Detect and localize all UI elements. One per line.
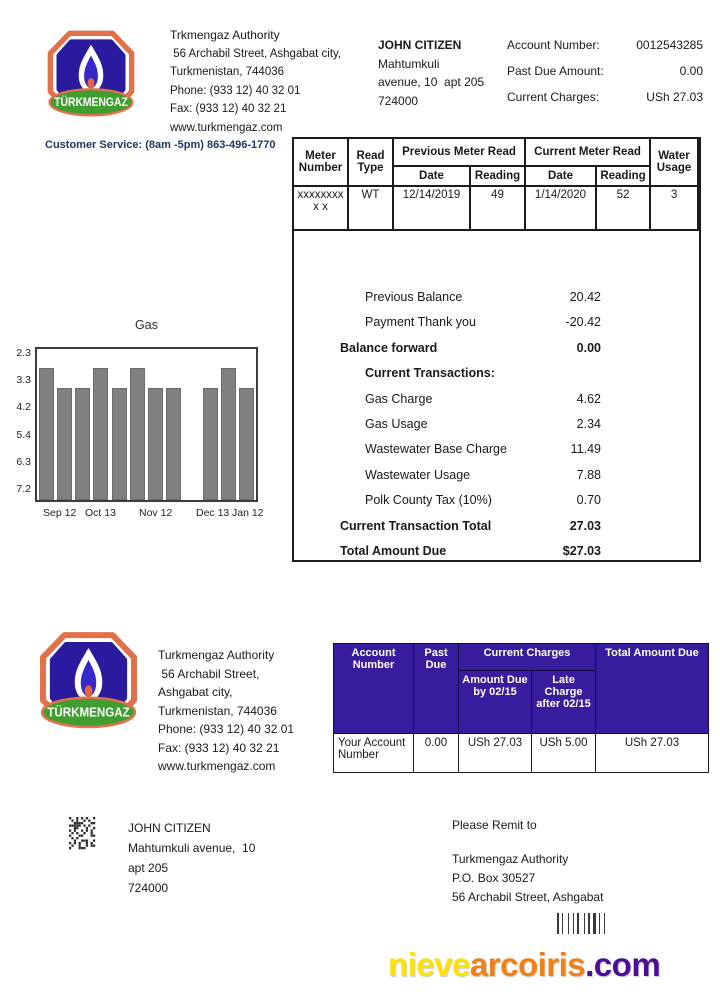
recipient-postcode: 724000 xyxy=(378,93,419,108)
transactions-list xyxy=(294,290,699,569)
y-axis-tick: 5.4 xyxy=(16,429,31,441)
transaction-amount: 0.00 xyxy=(576,340,601,355)
company-address-block xyxy=(170,26,341,137)
x-axis-tick: Nov 12 xyxy=(139,507,173,519)
recipient-address-block xyxy=(378,36,484,110)
transaction-label: Current Transaction Total xyxy=(340,518,492,533)
chart-bar-slot xyxy=(220,349,238,500)
customer-service-line: Customer Service: (8am -5pm) 863-496-1770 xyxy=(45,139,276,151)
watermark-arcoiris: arcoiris xyxy=(469,946,586,983)
gas-usage-bar xyxy=(239,388,254,500)
chart-bar-slot xyxy=(110,349,128,500)
chart-bar-slot xyxy=(74,349,92,500)
gas-usage-bar xyxy=(148,388,163,500)
gas-usage-bar xyxy=(166,388,181,500)
remit-po-box: P.O. Box 30527 xyxy=(452,871,536,885)
remittance-summary-table xyxy=(333,643,709,773)
company-phone: Phone: (933 12) 40 32 01 xyxy=(158,722,295,736)
x-axis-tick: Oct 13 xyxy=(85,507,116,519)
chart-bar-slot xyxy=(37,349,55,500)
recipient-address-line: apt 205 xyxy=(128,861,169,875)
transaction-label: Polk County Tax (10%) xyxy=(365,493,492,508)
watermark xyxy=(388,946,660,984)
account-number-cell: Your Account Number xyxy=(334,734,414,773)
transaction-amount: 27.03 xyxy=(569,518,601,533)
company-website: www.turkmengaz.com xyxy=(170,121,283,134)
col-amount-due-by: Amount Due by 02/15 xyxy=(459,671,532,734)
transaction-section-label: Current Transactions: xyxy=(365,366,495,381)
company-address-line: 56 Archabil Street, Ashgabat city, xyxy=(170,47,342,60)
company-fax: Fax: (933 12) 40 32 21 xyxy=(158,740,280,755)
curr-reading-cell: 52 xyxy=(596,186,650,230)
recipient-address-line: Mahtumkuli xyxy=(378,56,440,71)
remittance-row xyxy=(334,734,709,773)
qr-code xyxy=(69,817,96,850)
total-amount-due-row xyxy=(294,544,699,569)
mailing-recipient-block xyxy=(128,818,255,898)
transaction-label: Wastewater Base Charge xyxy=(365,442,507,457)
logo-banner-text: TÜRKMENGAZ xyxy=(47,704,130,720)
recipient-postcode: 724000 xyxy=(128,881,169,895)
transaction-label: Previous Balance xyxy=(365,290,463,304)
gas-usage-bar xyxy=(75,388,90,500)
transaction-amount: 20.42 xyxy=(569,290,601,304)
col-curr-reading: Reading xyxy=(596,166,650,186)
account-number-value: 0012543285 xyxy=(636,38,703,52)
transaction-row xyxy=(294,290,699,315)
recipient-name: JOHN CITIZEN xyxy=(128,821,211,835)
x-axis-tick: Dec 13 xyxy=(196,507,230,519)
gas-usage-bar xyxy=(39,368,54,500)
col-previous-meter-read: Previous Meter Read xyxy=(393,138,525,166)
chart-bar-slot xyxy=(92,349,110,500)
recipient-address-line: avenue, 10 apt 205 xyxy=(378,75,485,89)
remit-street: 56 Archabil Street, Ashgabat xyxy=(452,890,604,904)
col-account-number: Account Number xyxy=(334,644,414,734)
gas-usage-bar xyxy=(203,388,218,500)
col-read-type: Read Type xyxy=(348,138,393,186)
x-axis-tick: Sep 12 xyxy=(43,507,77,519)
barcode xyxy=(557,913,607,934)
late-charge-cell: USh 5.00 xyxy=(532,734,596,773)
y-axis-tick: 3.3 xyxy=(16,374,31,386)
past-due-value: 0.00 xyxy=(679,64,703,78)
account-summary-row xyxy=(507,64,703,78)
turkmengaz-logo xyxy=(37,630,140,738)
past-due-cell: 0.00 xyxy=(414,734,459,773)
gas-usage-bar xyxy=(112,388,127,500)
transaction-label: Gas Charge xyxy=(365,391,433,406)
col-prev-reading: Reading xyxy=(470,166,525,186)
y-axis-tick: 6.3 xyxy=(16,456,31,468)
transaction-label: Gas Usage xyxy=(365,416,428,431)
col-total-amount-due: Total Amount Due xyxy=(596,644,709,734)
logo-banner-text: TÜRKMENGAZ xyxy=(54,97,136,110)
footer-company-address-block xyxy=(158,646,294,776)
curr-date-cell: 1/14/2020 xyxy=(525,186,596,230)
transaction-row xyxy=(294,493,699,518)
transaction-label: Wastewater Usage xyxy=(365,467,471,482)
gas-usage-bar xyxy=(93,368,108,500)
chart-bar-slot xyxy=(55,349,73,500)
company-fax: Fax: (933 12) 40 32 21 xyxy=(170,103,287,115)
read-type-cell: WT xyxy=(348,186,393,230)
account-summary-row xyxy=(507,38,703,52)
x-axis-tick: Jan 12 xyxy=(232,507,264,519)
company-name: Turkmengaz Authority xyxy=(158,648,275,662)
past-due-label: Past Due Amount: xyxy=(507,64,604,78)
remit-company-name: Turkmengaz Authority xyxy=(452,852,569,866)
transaction-amount: $27.03 xyxy=(562,543,601,558)
y-axis-tick: 7.2 xyxy=(16,483,31,495)
gas-usage-bar xyxy=(57,388,72,500)
company-name: Trkmengaz Authority xyxy=(170,28,280,42)
transaction-label: Balance forward xyxy=(340,340,438,355)
chart-bar-slot xyxy=(201,349,219,500)
remit-to-address-block xyxy=(452,850,603,907)
col-curr-date: Date xyxy=(525,166,596,186)
turkmengaz-logo xyxy=(45,28,137,126)
transaction-row xyxy=(294,417,699,442)
col-water-usage: Water Usage xyxy=(650,138,698,186)
recipient-address-line: Mahtumkuli avenue, 10 xyxy=(128,841,256,855)
watermark-nieve: nieve xyxy=(388,946,470,983)
y-axis-tick: 2.3 xyxy=(16,347,31,359)
company-address-line: Turkmenistan, 744036 xyxy=(170,66,285,78)
company-address-line: Turkmenistan, 744036 xyxy=(158,703,277,718)
chart-bar-slot xyxy=(147,349,165,500)
col-current-meter-read: Current Meter Read xyxy=(525,138,650,166)
col-past-due: Past Due xyxy=(414,644,459,734)
amount-due-cell: USh 27.03 xyxy=(459,734,532,773)
chart-bar-slot xyxy=(165,349,183,500)
transaction-row xyxy=(294,315,699,340)
y-axis-tick: 4.2 xyxy=(16,401,31,413)
account-summary-row xyxy=(507,90,703,104)
total-due-cell: USh 27.03 xyxy=(596,734,709,773)
company-phone: Phone: (933 12) 40 32 01 xyxy=(170,84,301,97)
col-meter-number: Meter Number xyxy=(293,138,348,186)
gas-usage-chart xyxy=(35,347,258,502)
meter-number-cell: xxxxxxxxx x xyxy=(293,186,348,230)
transaction-amount: 11.49 xyxy=(570,442,601,457)
company-website: www.turkmengaz.com xyxy=(158,759,276,773)
transaction-amount: 0.70 xyxy=(576,493,601,508)
chart-gap-slot xyxy=(183,349,201,500)
prev-date-cell: 12/14/2019 xyxy=(393,186,470,230)
company-address-line: 56 Archabil Street, xyxy=(158,666,260,681)
current-charges-value: USh 27.03 xyxy=(646,90,703,104)
billing-detail-box xyxy=(292,137,701,562)
transaction-row xyxy=(294,366,699,391)
chart-bar-slot xyxy=(128,349,146,500)
transaction-amount: -20.42 xyxy=(565,315,601,330)
remit-to-title: Please Remit to xyxy=(452,818,537,832)
watermark-com: .com xyxy=(585,946,661,983)
transaction-row xyxy=(294,442,699,467)
chart-title: Gas xyxy=(135,318,158,332)
transaction-row xyxy=(294,468,699,493)
transaction-total-row xyxy=(294,519,699,544)
gas-usage-bar xyxy=(130,368,145,500)
col-prev-date: Date xyxy=(393,166,470,186)
account-number-label: Account Number: xyxy=(507,38,600,52)
transaction-label: Total Amount Due xyxy=(340,543,447,558)
transaction-row xyxy=(294,392,699,417)
col-late-charge-after: Late Charge after 02/15 xyxy=(532,671,596,734)
company-address-line: Ashgabat city, xyxy=(158,685,233,699)
gas-usage-bar xyxy=(221,368,236,500)
transaction-amount: 7.88 xyxy=(576,467,601,482)
transaction-amount: 2.34 xyxy=(576,416,601,431)
water-usage-cell: 3 xyxy=(650,186,698,230)
meter-read-row xyxy=(293,186,698,230)
transaction-amount: 4.62 xyxy=(576,391,601,406)
transaction-row xyxy=(294,341,699,366)
col-current-charges: Current Charges xyxy=(459,644,596,671)
recipient-name: JOHN CITIZEN xyxy=(378,38,462,52)
chart-bar-slot xyxy=(238,349,256,500)
prev-reading-cell: 49 xyxy=(470,186,525,230)
transaction-label: Payment Thank you xyxy=(365,315,476,330)
meter-read-table xyxy=(292,137,699,231)
current-charges-label: Current Charges: xyxy=(507,90,600,104)
